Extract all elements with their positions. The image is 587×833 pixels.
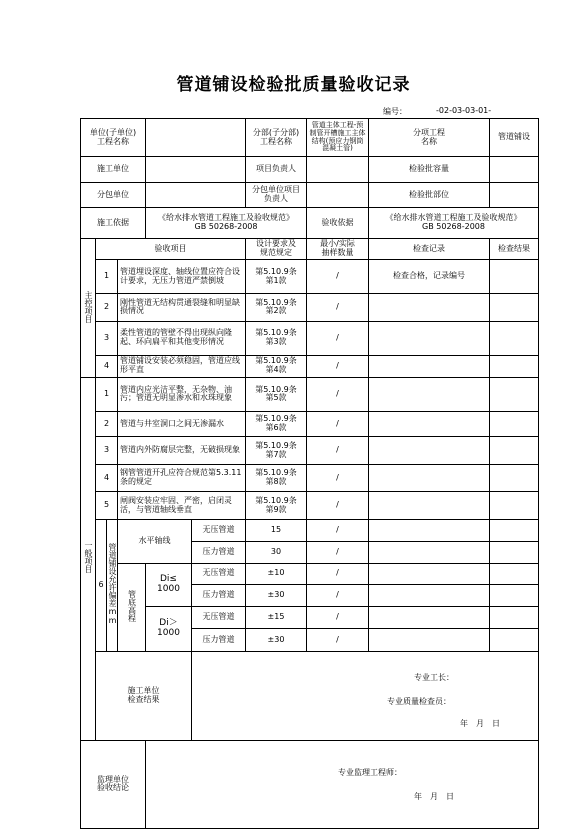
deviation-sample[interactable]: / xyxy=(307,607,369,629)
item-result[interactable] xyxy=(490,294,539,322)
item-record[interactable] xyxy=(369,377,490,411)
col-header-design: 设计要求及 规范规定 xyxy=(246,238,307,259)
item-number: 2 xyxy=(96,294,118,322)
table-row xyxy=(81,321,539,355)
item-text: 管道铺设安装必须稳固，管道应线形平直 xyxy=(118,355,246,377)
item-text: 钢管管道开孔应符合规范第5.3.11条的规定 xyxy=(118,464,246,492)
item-record[interactable] xyxy=(369,492,490,520)
general-group-label: 一般项目 xyxy=(81,377,96,740)
code-value: -02-03-03-01- xyxy=(436,106,492,115)
deviation-sample[interactable]: / xyxy=(307,584,369,606)
unit-name-value[interactable] xyxy=(146,119,246,157)
builder-check-area[interactable] xyxy=(192,651,539,740)
deviation-type: 压力管道 xyxy=(192,584,246,606)
subdivision-name-label: 分部(子分部) 工程名称 xyxy=(246,119,307,157)
item-spec: 第5.10.9条 第7款 xyxy=(246,437,307,465)
deviation-sample[interactable]: / xyxy=(307,520,369,542)
builder-value[interactable] xyxy=(146,157,246,182)
supervisor-check-label: 监理单位 验收结论 xyxy=(81,740,146,828)
deviation-record[interactable] xyxy=(369,629,490,651)
table-row xyxy=(81,607,539,629)
item-spec: 第5.10.9条 第5款 xyxy=(246,377,307,411)
subcontractor-pm-value[interactable] xyxy=(307,182,369,207)
table-row xyxy=(81,492,539,520)
elevation-label: 管底高程 xyxy=(118,563,146,651)
item-spec: 第5.10.9条 第2款 xyxy=(246,294,307,322)
batch-location-value[interactable] xyxy=(490,182,539,207)
item-number: 3 xyxy=(96,321,118,355)
builder-label: 施工单位 xyxy=(81,157,146,182)
item-number: 1 xyxy=(96,377,118,411)
item-sample[interactable]: / xyxy=(307,260,369,294)
inspection-form-table xyxy=(80,118,539,829)
deviation-spec: ±30 xyxy=(246,584,307,606)
item-number: 4 xyxy=(96,464,118,492)
item-record[interactable]: 检查合格，记录编号 xyxy=(369,260,490,294)
item-record[interactable] xyxy=(369,411,490,436)
item-number: 1 xyxy=(96,260,118,294)
item-record[interactable] xyxy=(369,464,490,492)
item-text: 管道埋设深度、轴线位置应符合设计要求，无压力管道严禁倒坡 xyxy=(118,260,246,294)
item-sample[interactable]: / xyxy=(307,377,369,411)
deviation-type: 压力管道 xyxy=(192,629,246,651)
horizontal-axis-label: 水平轴线 xyxy=(118,520,192,564)
acceptance-basis-label: 验收依据 xyxy=(307,208,369,239)
main-control-group-label: 主控项目 xyxy=(81,238,96,377)
item-text: 柔性管道的管壁不得出现纵向隆起、环向扁平和其他变形情况 xyxy=(118,321,246,355)
item-result[interactable] xyxy=(490,355,539,377)
deviation-type: 无压管道 xyxy=(192,607,246,629)
deviation-type: 无压管道 xyxy=(192,520,246,542)
foreman-label: 专业工长： xyxy=(414,672,454,682)
supervisor-date-label: 年 月 日 xyxy=(414,791,454,801)
item-record[interactable] xyxy=(369,294,490,322)
item-number: 4 xyxy=(96,355,118,377)
item-result[interactable] xyxy=(490,321,539,355)
deviation-spec: ±15 xyxy=(246,607,307,629)
subcontractor-pm-label: 分包单位项目 负责人 xyxy=(246,182,307,207)
deviation-sample[interactable]: / xyxy=(307,542,369,563)
deviation-type: 无压管道 xyxy=(192,563,246,584)
deviation-record[interactable] xyxy=(369,563,490,584)
item-spec: 第5.10.9条 第6款 xyxy=(246,411,307,436)
deviation-result[interactable] xyxy=(490,629,539,651)
deviation-result[interactable] xyxy=(490,520,539,542)
item-text: 刚性管道无结构贯通裂缝和明显缺损情况 xyxy=(118,294,246,322)
unit-name-label: 单位(子单位) 工程名称 xyxy=(81,119,146,157)
deviation-spec: 15 xyxy=(246,520,307,542)
item-name-label: 分项工程 名称 xyxy=(369,119,490,157)
table-row xyxy=(81,355,539,377)
deviation-record[interactable] xyxy=(369,520,490,542)
table-row xyxy=(81,294,539,322)
builder-date-label: 年 月 日 xyxy=(460,718,500,728)
deviation-sample[interactable]: / xyxy=(307,629,369,651)
item-text: 管道与井室洞口之间无渗漏水 xyxy=(118,411,246,436)
item-result[interactable] xyxy=(490,464,539,492)
batch-capacity-label: 检验批容量 xyxy=(369,157,490,182)
deviation-spec: 30 xyxy=(246,542,307,563)
item-text: 闸阀安装应牢固、严密，启闭灵活，与管道轴线垂直 xyxy=(118,492,246,520)
table-row xyxy=(81,563,539,584)
table-row xyxy=(81,260,539,294)
supervisor-check-area[interactable] xyxy=(146,740,539,828)
page-title: 管道铺设检验批质量验收记录 xyxy=(176,75,411,95)
project-manager-value[interactable] xyxy=(307,157,369,182)
item-text: 管道内外防腐层完整，无破损现象 xyxy=(118,437,246,465)
item-sample[interactable]: / xyxy=(307,411,369,436)
batch-capacity-value[interactable] xyxy=(490,157,539,182)
table-row xyxy=(81,377,539,411)
item-number: 3 xyxy=(96,437,118,465)
construction-basis-label: 施工依据 xyxy=(81,208,146,239)
item-spec: 第5.10.9条 第9款 xyxy=(246,492,307,520)
item-result[interactable] xyxy=(490,377,539,411)
table-row xyxy=(81,520,539,542)
subdivision-name-value[interactable]: 管道主体工程-预制管开槽施工主体结构(预应力钢筒混凝土管) xyxy=(307,119,369,157)
col-header-record: 检查记录 xyxy=(369,238,490,259)
item-sample[interactable]: / xyxy=(307,464,369,492)
item-result[interactable] xyxy=(490,437,539,465)
item-result[interactable] xyxy=(490,260,539,294)
code-label: 编号： xyxy=(383,107,407,116)
builder-check-label: 施工单位 检查结果 xyxy=(96,651,192,740)
item-number: 5 xyxy=(96,492,118,520)
item-sample[interactable]: / xyxy=(307,321,369,355)
item-name-value[interactable]: 管道铺设 xyxy=(490,119,539,157)
deviation-label: 管道铺设允许偏差mm xyxy=(107,520,118,652)
item-sample[interactable]: / xyxy=(307,437,369,465)
item-result[interactable] xyxy=(490,492,539,520)
di-large-label: Di＞ 1000 xyxy=(146,607,192,652)
deviation-spec: ±30 xyxy=(246,629,307,651)
deviation-result[interactable] xyxy=(490,563,539,584)
deviation-number: 6 xyxy=(96,520,107,652)
construction-basis-value: 《给水排水管道工程施工及验收规范》 GB 50268-2008 xyxy=(146,208,307,239)
supervising-engineer-label: 专业监理工程师： xyxy=(338,767,402,777)
deviation-result[interactable] xyxy=(490,607,539,629)
col-header-item: 验收项目 xyxy=(96,238,246,259)
table-row xyxy=(81,411,539,436)
col-header-sample: 最小/实际 抽样数量 xyxy=(307,238,369,259)
deviation-result[interactable] xyxy=(490,542,539,563)
item-sample[interactable]: / xyxy=(307,355,369,377)
item-record[interactable] xyxy=(369,355,490,377)
item-spec: 第5.10.9条 第8款 xyxy=(246,464,307,492)
item-record[interactable] xyxy=(369,321,490,355)
item-result[interactable] xyxy=(490,411,539,436)
item-spec: 第5.10.9条 第1款 xyxy=(246,260,307,294)
deviation-record[interactable] xyxy=(369,607,490,629)
item-spec: 第5.10.9条 第4款 xyxy=(246,355,307,377)
item-sample[interactable]: / xyxy=(307,492,369,520)
col-header-result: 检查结果 xyxy=(490,238,539,259)
di-small-label: Di≤ 1000 xyxy=(146,563,192,607)
quality-inspector-label: 专业质量检查员： xyxy=(387,696,451,706)
project-manager-label: 项目负责人 xyxy=(246,157,307,182)
item-text: 管道内应光洁平整，无杂物、油污；管道无明显渗水和水珠现象 xyxy=(118,377,246,411)
item-number: 2 xyxy=(96,411,118,436)
subcontractor-value[interactable] xyxy=(146,182,246,207)
item-record[interactable] xyxy=(369,437,490,465)
item-sample[interactable]: / xyxy=(307,294,369,322)
subcontractor-label: 分包单位 xyxy=(81,182,146,207)
deviation-result[interactable] xyxy=(490,584,539,606)
table-row xyxy=(81,464,539,492)
deviation-record[interactable] xyxy=(369,542,490,563)
item-spec: 第5.10.9条 第3款 xyxy=(246,321,307,355)
deviation-sample[interactable]: / xyxy=(307,563,369,584)
deviation-record[interactable] xyxy=(369,584,490,606)
deviation-type: 压力管道 xyxy=(192,542,246,563)
batch-location-label: 检验批部位 xyxy=(369,182,490,207)
table-row xyxy=(81,437,539,465)
acceptance-basis-value: 《给水排水管道工程施工及验收规范》 GB 50268-2008 xyxy=(369,208,539,239)
deviation-spec: ±10 xyxy=(246,563,307,584)
